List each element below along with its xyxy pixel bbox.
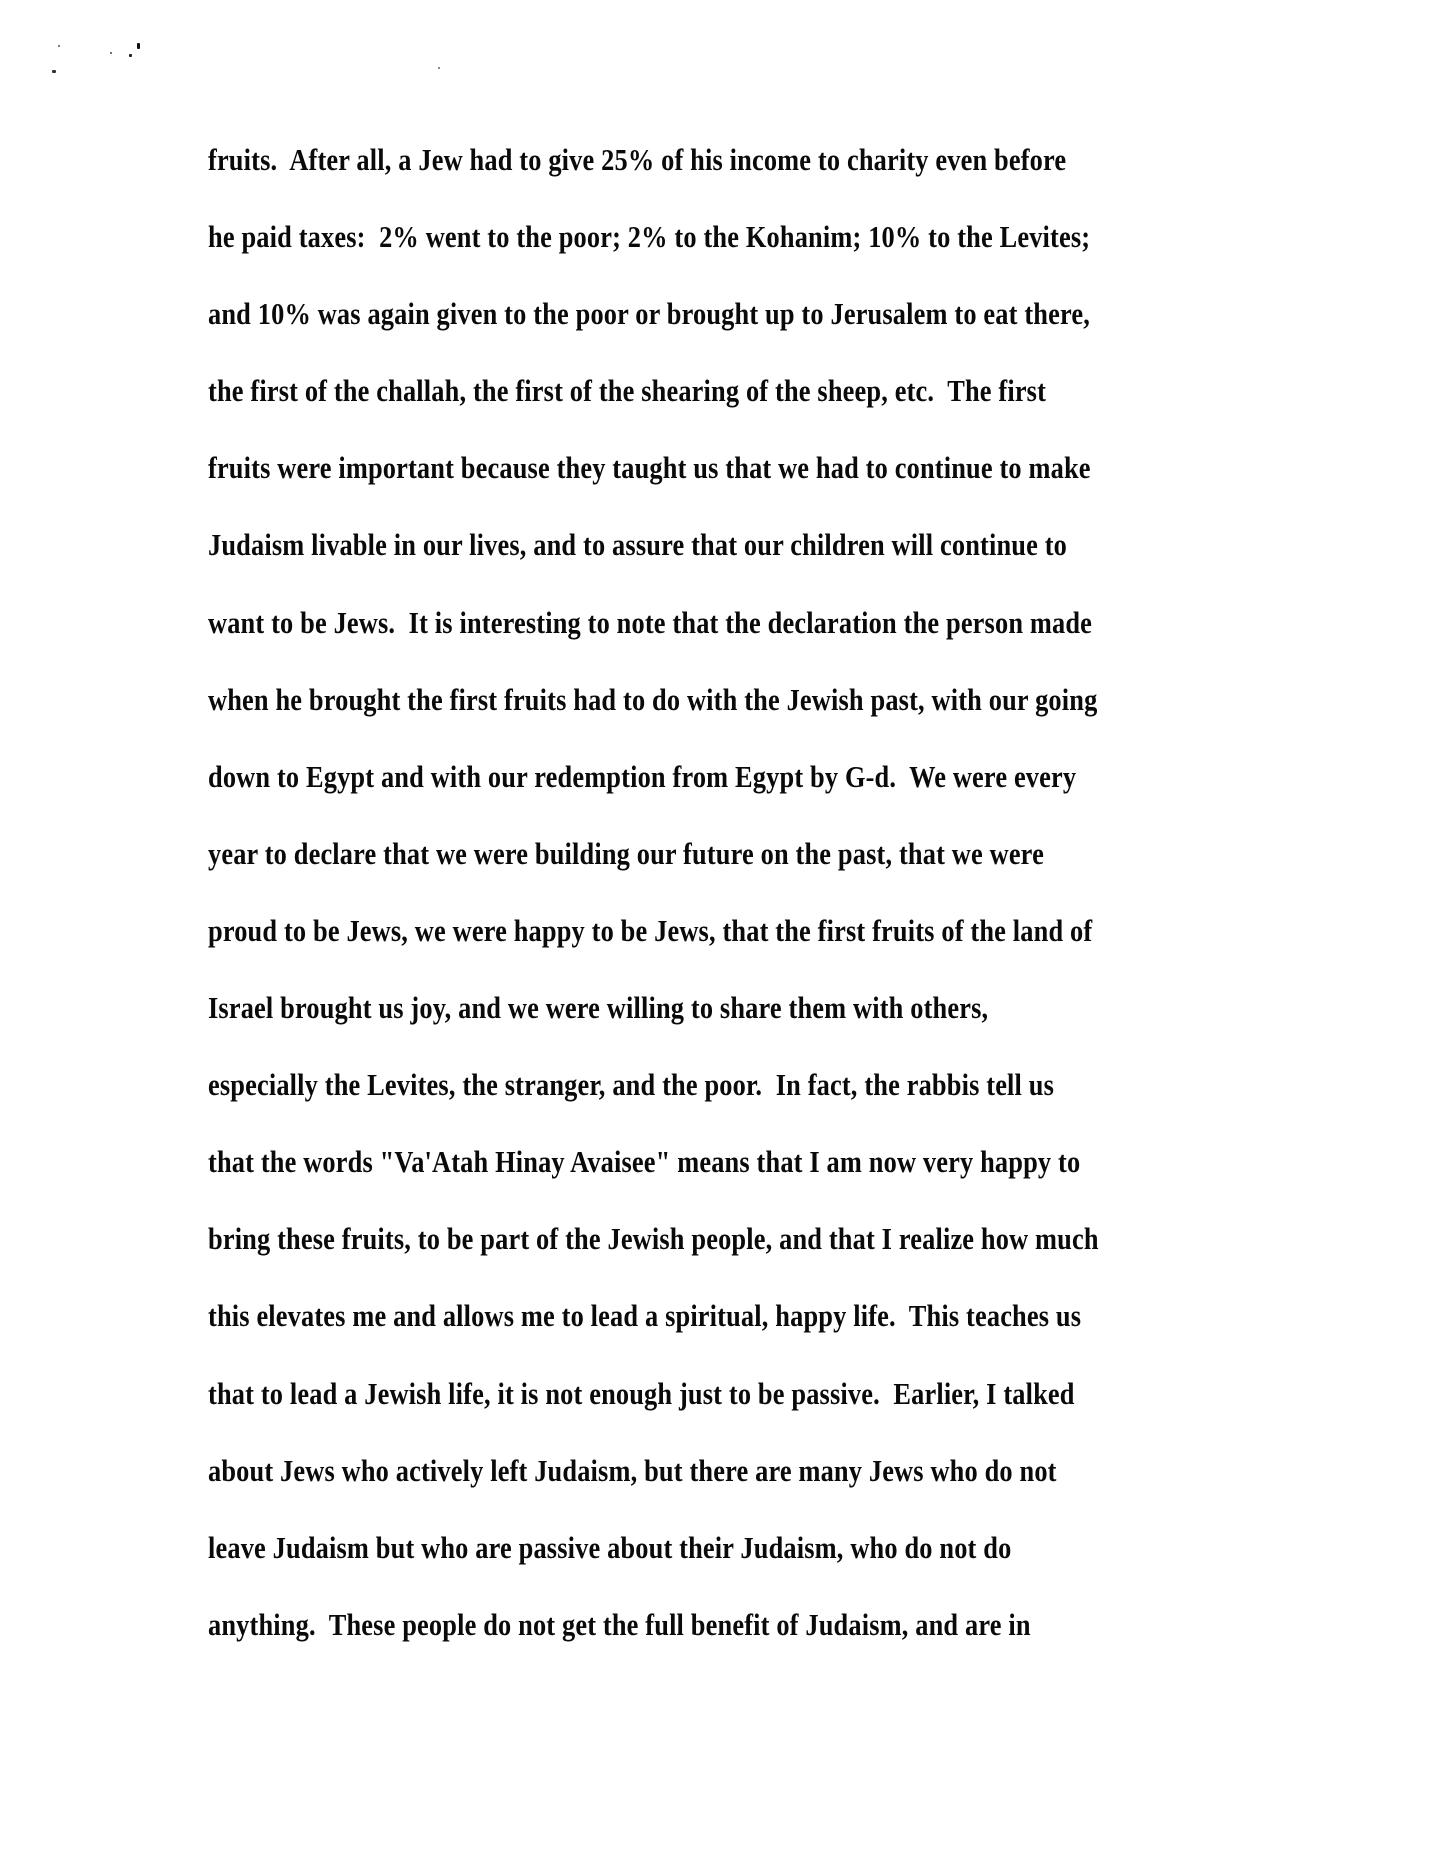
text-line: year to declare that we were building our future on the past, that we were [208,835,1044,871]
text-line: when he brought the first fruits had to do with the Jewish past, with our going [208,681,1098,717]
text-line: leave Judaism but who are passive about their Judaism, who do not do [208,1529,1012,1565]
scan-speckle [438,67,440,69]
text-line: bring these fruits, to be part of the Jewish people, and that I realize how much [208,1221,1099,1257]
scan-speckle [52,70,56,73]
text-line: the first of the challah, the first of the shearing of the sheep, etc. The first [208,373,1047,409]
scan-speckle [129,54,132,57]
text-line: this elevates me and allows me to lead a spiritual, happy life. This teaches us [208,1298,1082,1334]
text-line: that to lead a Jewish life, it is not enough just to be passive. Earlier, I talked [208,1375,1075,1411]
text-line: and 10% was again given to the poor or brought up to Jerusalem to eat there, [208,296,1090,332]
scan-speckle [137,43,140,49]
text-line: Judaism livable in our lives, and to assure that our children will continue to [208,527,1068,563]
text-line: about Jews who actively left Judaism, but there are many Jews who do not [208,1452,1057,1488]
text-line: fruits were important because they taught us that we had to continue to make [208,450,1091,486]
text-line: that the words "Va'Atah Hinay Avaisee" means that I am now very happy to [208,1144,1081,1180]
text-line: Israel brought us joy, and we were willing to share them with others, [208,990,989,1026]
text-line: especially the Levites, the stranger, and the poor. In fact, the rabbis tell us [208,1067,1055,1103]
text-line: he paid taxes: 2% went to the poor; 2% to the Kohanim; 10% to the Levites; [208,219,1091,255]
text-line: proud to be Jews, we were happy to be Jews, that the first fruits of the land of [208,912,1093,948]
document-text-block [208,121,1308,1663]
text-line: want to be Jews. It is interesting to note that the declaration the person made [208,604,1093,640]
scan-speckle [110,52,112,54]
text-line: down to Egypt and with our redemption from Egypt by G-d. We were every [208,758,1077,794]
scan-speckle [58,45,60,47]
text-line: fruits. After all, a Jew had to give 25% of his income to charity even before [208,142,1067,177]
text-line: anything. These people do not get the full benefit of Judaism, and are in [208,1606,1031,1642]
